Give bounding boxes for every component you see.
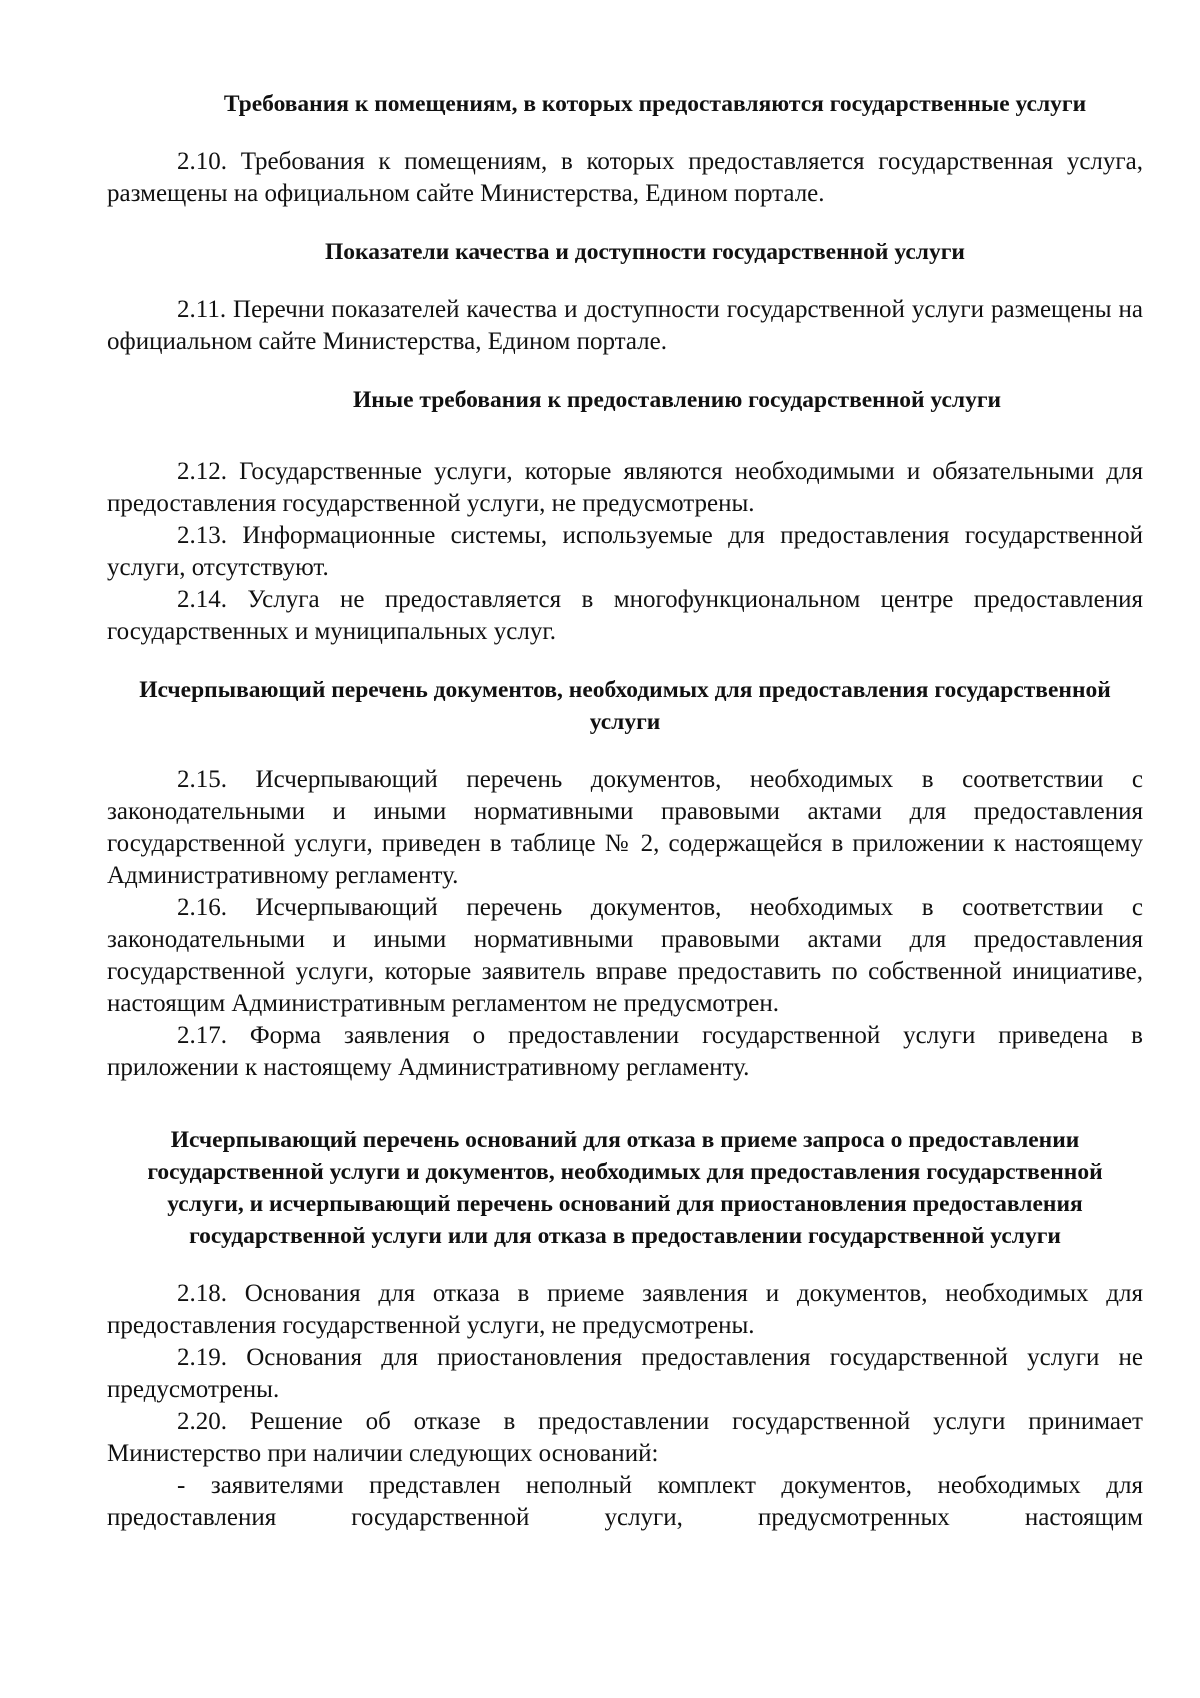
document-page (107, 88, 1143, 1534)
paragraph-2-14: 2.14. Услуга не предоставляется в многофункциональном центре предоставления государственных и муниципальных услуг. (107, 586, 1143, 645)
paragraph-2-19: 2.19. Основания для приостановления предоставления государственной услуги не предусмотрены. (107, 1344, 1143, 1403)
paragraph-2-15: 2.15. Исчерпывающий перечень документов, необходимых в соответствии с законодательными и иными нормативными правовыми актами для предоставления государственной услуги, приведен в таблице № 2, содержащейся в приложении к настоящему Административному регламенту. (107, 766, 1143, 889)
paragraph-2-13: 2.13. Информационные системы, используемые для предоставления государственной услуги, отсутствуют. (107, 522, 1143, 581)
heading-other-requirements: Иные требования к предоставлению государственной услуги (352, 387, 1002, 413)
paragraph-bullet-incomplete-documents: - заявителями представлен неполный комплект документов, необходимых для предоставления государственной услуги, предусмотренных настоящим (107, 1472, 1143, 1531)
paragraph-2-12: 2.12. Государственные услуги, которые являются необходимыми и обязательными для предоставления государственной услуги, не предусмотрены. (107, 458, 1143, 517)
paragraph-2-11: 2.11. Перечни показателей качества и доступности государственной услуги размещены на официальном сайте Министерства, Едином портале. (107, 296, 1143, 355)
paragraph-2-17: 2.17. Форма заявления о предоставлении государственной услуги приведена в приложении к настоящему Административному регламенту. (107, 1022, 1143, 1081)
paragraph-2-10: 2.10. Требования к помещениям, в которых предоставляется государственная услуга, размещены на официальном сайте Министерства, Едином портале. (107, 148, 1143, 207)
paragraph-2-20: 2.20. Решение об отказе в предоставлении государственной услуги принимает Министерство при наличии следующих оснований: (107, 1408, 1143, 1467)
heading-documents-list: Исчерпывающий перечень документов, необходимых для предоставления государственной услуги (139, 677, 1111, 735)
paragraph-2-18: 2.18. Основания для отказа в приеме заявления и документов, необходимых для предоставления государственной услуги, не предусмотрены. (107, 1280, 1143, 1339)
heading-refusal-grounds: Исчерпывающий перечень оснований для отказа в приеме запроса о предоставлении государственной услуги и документов, необходимых для предоставления государственной услуги, и исчерпывающий перечень оснований для приостановления предоставления государственной услуги или для отказа в предоставлении государственной услуги (147, 1127, 1103, 1249)
heading-premises-requirements: Требования к помещениям, в которых предоставляются государственные услуги (223, 91, 1087, 117)
heading-quality-indicators: Показатели качества и доступности государственной услуги (325, 239, 965, 265)
paragraph-2-16: 2.16. Исчерпывающий перечень документов, необходимых в соответствии с законодательными и иными нормативными правовыми актами для предоставления государственной услуги, которые заявитель вправе предоставить по собственной инициативе, настоящим Административным регламентом не предусмотрен. (107, 894, 1143, 1017)
